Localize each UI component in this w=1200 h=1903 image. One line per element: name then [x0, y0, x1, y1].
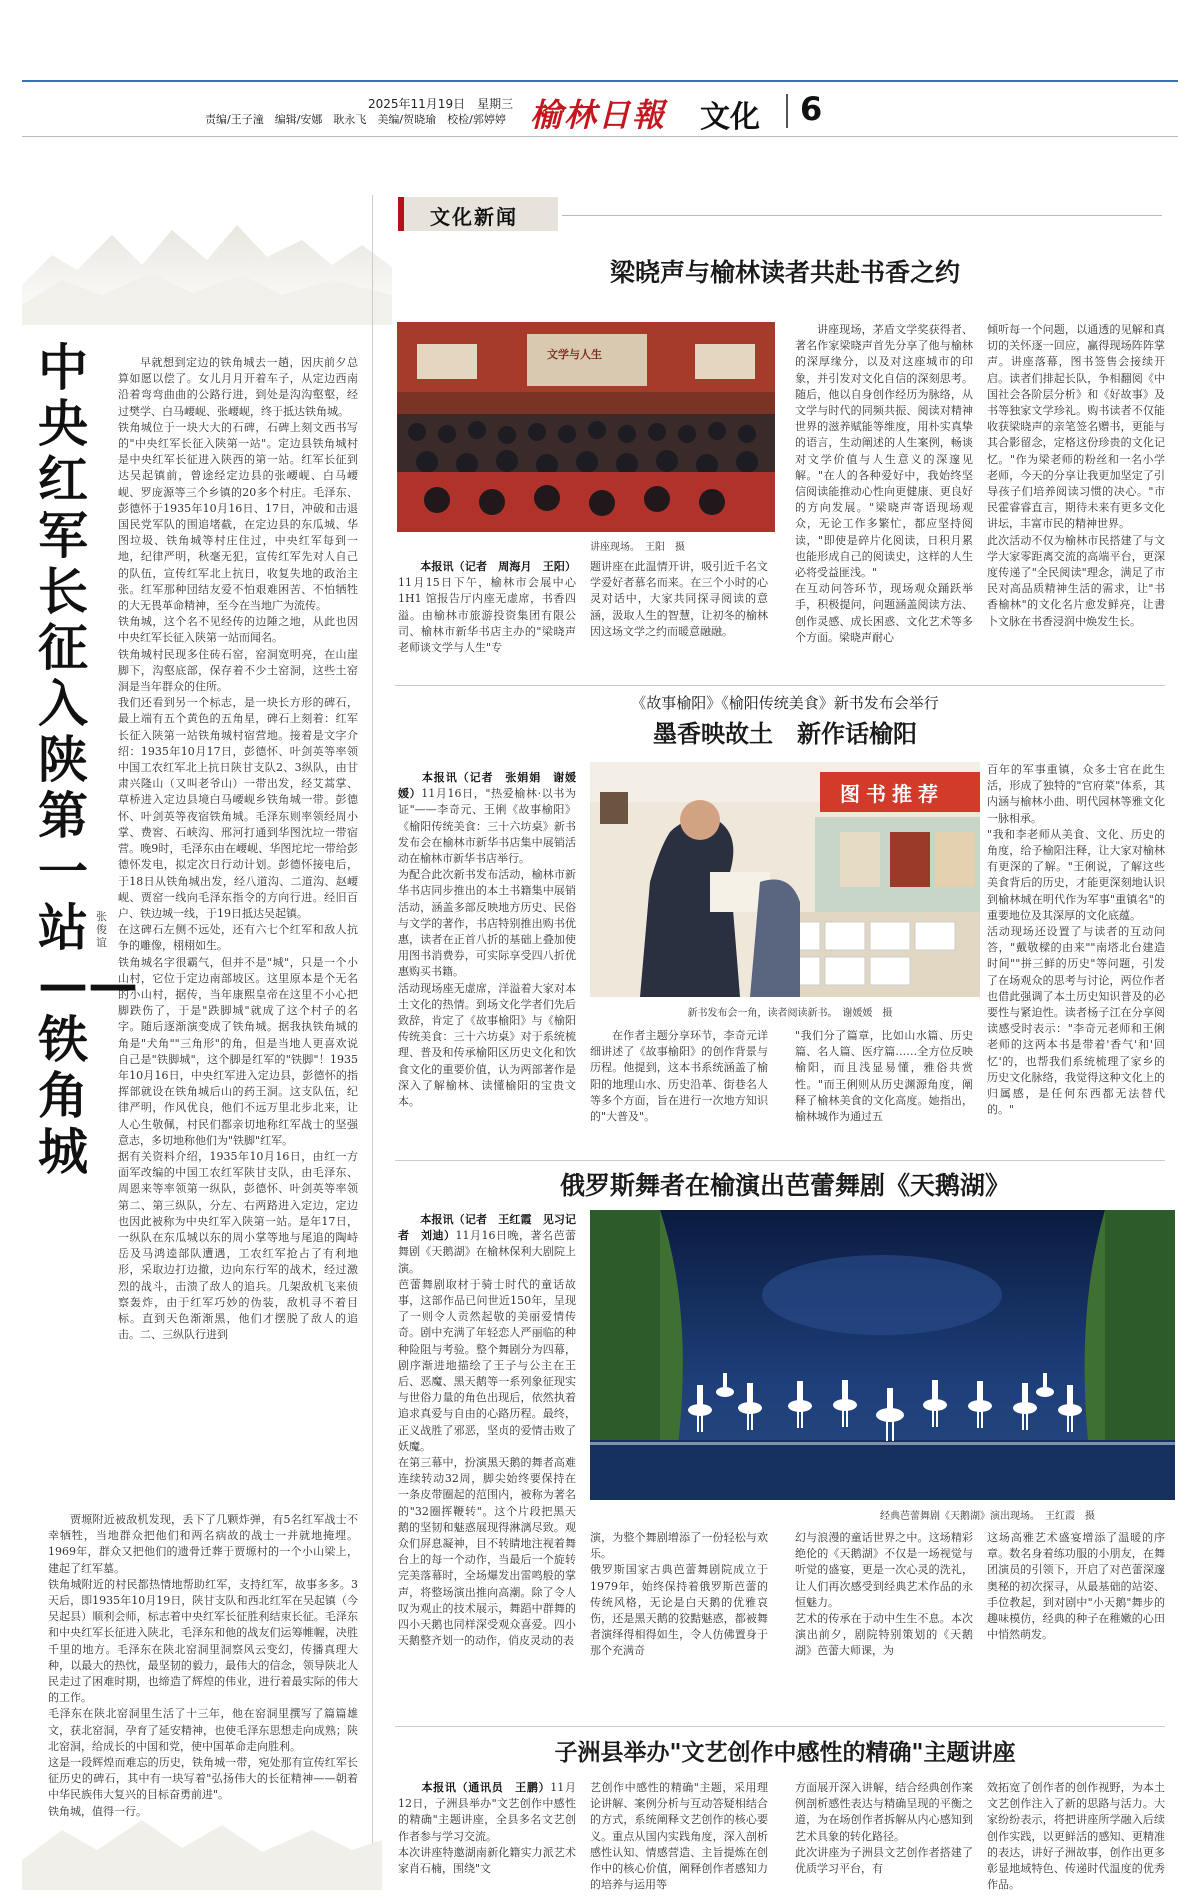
article1-photo-caption: 讲座现场。 王阳 摄	[590, 542, 685, 553]
article4-lead: 本报讯（通讯员 王鹏）	[421, 1781, 551, 1794]
header-divider	[786, 94, 788, 128]
article2-lead: 本报讯（记者 张娟娟 谢媛媛）	[398, 771, 577, 801]
article1-col2: 题讲座在此温情开讲，吸引近千名文学爱好者慕名而来。在三个小时的心灵对话中，大家共同探寻阅读的意涵，汲取人生的智慧，让初冬的榆林因这场文学之约而暖意融融。	[590, 560, 768, 638]
article1-col1-text: 11月15日下午，榆林市会展中心1H1 馆报告厅内座无虚席，书香四溢。由榆林市旅游投资集团有限公司、榆林市新华书店主办的"梁晓声老师谈文学与人生"专	[398, 576, 576, 655]
article2-kicker: 《故事榆阳》《榆阳传统美食》新书发布会举行	[631, 694, 939, 712]
article2-col4: 百年的军事重镇，众多士官在此生活，形成了独特的"官府菜"体系，其内涵与榆林小曲、明代园林等雅文化一脉相承。 "我和李老师从美食、文化、历史的角度，给予榆阳注释，让大家对榆林有更深的了解。"王俐说，了解这些美食背后的历史，才能更深刻地认识到榆林城在明代作为军事"重镇名"的重要地位及其深厚的文化底蕴。 活动现场还设置了与读者的互动问答，"戴敬樑的由来""南塔北台建造时间""拼三鲜的历史"等问题，引发了在场观众的思考与讨论，两位作者也借此强调了本土历史知识普及的必要性与紧迫性。读者杨子江在分享阅读感受时表示："李奇元老师和王俐老师的这两本书是带着'香气'和'回忆'的，也帮我们系统梳理了家乡的历史文化脉络，我觉得这种文化上的归属感，是任何东西都无法替代的。"	[987, 763, 1165, 1117]
header-staff: 责编/王子潼 编辑/安娜 耿永飞 美编/贺晓瑜 校检/郭婷婷	[205, 113, 506, 126]
article2-photo	[590, 762, 980, 997]
header-bottom-rule	[22, 136, 1178, 137]
article4-col2: 艺创作中感性的精确"主题，采用理论讲解、案例分析与互动答疑相结合的方式，系统阐释文艺创作的核心要义。重点从国内实践角度，深入剖析感性认知、情感营造、主旨提炼在创作中的核心价值，阐释创作者感知力的培养与运用等	[590, 1781, 768, 1892]
article1-col1	[398, 559, 576, 677]
article3-col3: 幻与浪漫的童话世界之中。这场精彩绝伦的《天鹅湖》不仅是一场视觉与听觉的盛宴，更是一次心灵的洗礼，让人们再次感受到经典艺术作品的永恒魅力。 艺术的传承在于动中生生不息。本次演出前夕，剧院特别策划的《天鹅湖》芭蕾大师课，为	[795, 1531, 973, 1658]
article1-divider	[395, 685, 1165, 686]
mountain-decoration	[22, 195, 392, 325]
article2-photo-caption: 新书发布会一角，读者阅读新书。 谢媛媛 摄	[687, 1008, 893, 1019]
feature-body-bottom: 贾塬附近被敌机发现，丢下了几颗炸弹，有5名红军战士不幸牺牲，当地群众把他们和两名病故的战士一并就地掩埋。1969年，群众又把他们的遗骨迁葬于贾塬村的一个小山梁上，建起了红军墓。 铁角城附近的村民都热情地帮助红军，支持红军，故事多多。3天后，即1935年10月19日，陕甘支队和西北红军在吴起镇（今吴起县）顺利会师，标志着中央红军长征胜利结束长征。毛泽东和中央红军长征进入陕北，毛泽东和他的战友们运筹帷幄，决胜千里的地方。毛泽东在陕北窑洞里洞察风云变幻，传播真理大种，以最大的热忱，最坚韧的毅力，最伟大的信念，领导陕北人民走过了困难时期，也缔造了辉煌的伟业，进行着最实际的伟大的工作。 毛泽东在陕北窑洞里生活了十三年，他在窑洞里撰写了篇篇雄文，获北窑洞，孕育了延安精神，也使毛泽东思想走向成熟；陕北窑洞，给成长的中国和党，使中国革命走向胜利。 这是一段辉煌而难忘的历史，铁角城一带，宛处那有宣传红军长征历史的碑石，其中有一块写着"弘扬伟大的长征精神——朝着中华民族伟大复兴的目标奋勇前进"。 铁角城，值得一行。	[48, 1513, 358, 1818]
article4-col1	[398, 1780, 576, 1880]
bottom-mountain-decoration	[22, 1800, 382, 1890]
article1-lead: 本报讯（记者 周海月 王阳）	[420, 560, 577, 573]
article2-photo-banner-text: 图书推荐	[840, 782, 944, 806]
article2-headline: 墨香映故土 新作话榆阳	[653, 719, 917, 748]
article3-col4: 这场高雅艺术盛宴增添了温暖的序章。数名身着练功服的小朋友，在舞团演员的引领下，开启了对芭蕾深邃奥秘的初次探寻，从最基础的站姿、手位教起，到对剧中"小天鹅"舞步的趣味模仿，经典的种子在稚嫩的心田中悄然萌发。	[987, 1531, 1165, 1642]
article1-photo-screen-text: 文学与人生	[547, 348, 602, 361]
article2-col1	[398, 770, 576, 1155]
article3-photo	[590, 1210, 1175, 1500]
article4-col1-text: 11月12日，子洲县举办"文艺创作中感性的精确"主题讲座，全县多名文艺创作者参与学习交流。 本次讲座特邀湖南新化籍实力派艺术家肖石楠，围绕"文	[398, 1781, 577, 1876]
article4-col3: 方面展开深入讲解，结合经典创作案例剖析感性表达与精确呈现的平衡之道，为在场创作者拆解从内心感知到艺术具象的转化路径。 此次讲座为子洲县文艺创作者搭建了优质学习平台，有	[795, 1781, 973, 1876]
article3-divider	[395, 1726, 1165, 1727]
article1-col4: 倾听每一个问题，以通透的见解和真切的关怀逐一回应，赢得现场阵阵掌声。讲座落幕，图书签售会接续开启。读者们排起长队，争相翻阅《中国社会各阶层分析》和《好故事》及书等独家文学珍礼。购书读者不仅能收获梁晓声的亲笔签名赠书，更能与其合影留念，定格这份珍贵的文化记忆。"作为梁老师的粉丝和一名小学老师，今天的分享让我更加坚定了引导孩子们培养阅读习惯的决心。"市民霍睿睿直言，期待未来有更多文化讲坛，丰富市民的精神世界。 此次活动不仅为榆林市民搭建了与文学大家零距离交流的高端平台，更深度传递了"全民阅读"理念，满足了市民对高品质精神生活的需求，让"书香榆林"的文化名片愈发鲜亮，让書卜文脉在书香浸润中焕发生长。	[987, 323, 1165, 628]
article3-col2: 演，为整个舞剧增添了一份轻松与欢乐。 俄罗斯国家古典芭蕾舞剧院成立于1979年，始终保持着俄罗斯芭蕾的传统风格，无论是白天鹅的优雅哀伤，还是黑天鹅的狡黠魅惑，都被舞者演绎得相得如生，令人仿佛置身于那个充满奇	[590, 1531, 768, 1658]
article4-headline: 子洲县举办"文艺创作中感性的精确"主题讲座	[554, 1739, 1016, 1766]
article1-headline: 梁晓声与榆林读者共赴书香之约	[609, 258, 960, 287]
page-number: 6	[800, 90, 823, 128]
article3-photo-caption: 经典芭蕾舞剧《天鹅湖》演出现场。 王红霞 摄	[880, 1511, 1095, 1522]
article2-col2: 在作者主题分享环节，李奇元详细讲述了《故事榆阳》的创作背景与历程。他提到，这本书系统涵盖了榆阳的地理山水、历史沿革、街巷名人等多个方面，旨在进行一次地方知识的"大普及"。	[590, 1029, 768, 1124]
feature-author: 张俊谊	[96, 910, 107, 949]
article2-col3: "我们分了篇章，比如山水篇、历史篇、名人篇、医疗篇……全方位反映榆阳，而且浅显易懂，雅俗共赏性。"而王俐则从历史渊源角度，阐释了榆林美食的文化高度。她指出，榆林城作为通过五	[795, 1029, 973, 1124]
article3-headline: 俄罗斯舞者在榆演出芭蕾舞剧《天鹅湖》	[559, 1171, 1010, 1200]
news-section-label: 文化新闻	[430, 205, 518, 229]
top-rule	[22, 80, 1178, 82]
article3-lead: 本报讯（记者 王红霞 见习记者 刘迪）	[398, 1213, 577, 1243]
feature-title: 中央红军长征入陕第一站——铁角城	[38, 338, 138, 1181]
section-name: 文化	[700, 100, 760, 135]
article3-col1	[398, 1212, 576, 1722]
header-date: 2025年11月19日 星期三	[368, 97, 514, 111]
news-section-rule	[562, 215, 1162, 216]
article1-photo	[397, 322, 775, 532]
column-divider	[372, 195, 373, 1855]
article2-col1-text: 11月16日，"热爱榆林·以书为证"——李奇元、王俐《故事榆阳》《榆阳传统美食：三十六坊桌》新书发布会在榆林市新华书店集中展销活动在榆林市新华书店举行。 为配合此次新书发布活动，榆林市新华书店同步推出的本土书籍集中展销活动，涵盖多部反映地方历史、民俗与文学的著作，书店特别推出购书优惠，读者在正首八折的基础上叠加使用图书消费券，可实际享受四八折优惠购买书籍。 活动现场座无虚席，洋溢着大家对本土文化的热情。到场文化学者们先后致辞，肯定了《故事榆阳》与《榆阳传统美食：三十六坊桌》对于系统梳理、普及和传承榆阳区历史文化和饮食文化的重要价值，认为两部著作是深入了解榆林、读懂榆阳的宝贵文本。	[398, 787, 576, 1109]
article4-col4: 效拓宽了创作者的创作视野，为本土文艺创作注入了新的思路与活力。大家纷纷表示，将把讲座所学融入后续创作实践，以更鲜活的感知、更精准的表达，讲好子洲故事，创作出更多彰显地域特色、传递时代温度的优秀作品。	[987, 1781, 1165, 1892]
article2-divider	[395, 1160, 1165, 1161]
article1-col3: 讲座现场，茅盾文学奖获得者、著名作家梁晓声首先分享了他与榆林的深厚缘分，以及对这座城市的印象，并引发对文化自信的深刻思考。随后，他以自身创作经历为脉络，从文学与时代的同频共振、阅读对精神世界的滋养赋能等维度，用朴实真挚的语言，生动阐述的人生案例，畅谈对文学价值与人生意义的深邃见解。"在人的各种爱好中，我始终坚信阅读能推动心性向更健康、更良好的方向发展。"梁晓声寄语现场观众，无论工作多繁忙，都应坚持阅读，"即使是碎片化阅读，日积月累也能形成自己的阅读史，这样的人生必将受益匪浅。" 在互动问答环节，现场观众踊跃举手，积极提问，问题涵盖阅读方法、创作灵感、成长困惑、文化艺术等多个方面。梁晓声耐心	[795, 323, 973, 644]
feature-body: 早就想到定边的铁角城去一趟，因庆前夕总算如愿以偿了。女儿月月开着车子，从定边西南沿着弯弯曲曲的公路行进，到处是沟沟壑壑，经过樊学、白马崾岘、张崾岘，终于抵达铁角城。 铁角城位于一块大大的石碑，石碑上刻文西书写的"中央红军长征入陕第一站"。定边县铁角城村是中央红军长征进入陕西的第一站。红军长征到达吴起镇前，曾途经定边县的张崾岘、白马崾岘、罗庞源等三个乡镇的20多个村庄。毛泽东、彭德怀于1935年10月16日、17日，冲破和击退国民党军队的围追堵截，在定边县的东瓜城、华图垃圾、铁角城等村庄住过，中央红军每到一地，纪律严明，秋毫无犯，宣传红军先对人自己的队伍，宣传红军北上抗日，收复失地的政治主张。红军那种団结友爱不怕艰难困苦、不怕牺牲的大无畏革命精神，至今在当地广为流传。 铁角城，这个名不见经传的边陲之地，从此也因中央红军长征入陕第一站而闻名。 铁角城村民现多住砖石窑，窑洞宽明亮，在山崖脚下，沟壑底部，保存着不少土窑洞，这些土窑洞是当年群众的住所。 我们还看到另一个标志，是一块长方形的碑石，最上端有五个黄色的五角星，碑石上刻着：红军长征入陕第一站铁角城村宿营地。接着是文字介绍：1935年10月17日，彭德怀、叶剑英等率领中国工农红军北上抗日陕甘支队2、3纵队，由甘肃兴隆山（又叫老爷山）一带出发，经艾蒿掌、草桥进入定边县境白马崾岘乡铁角城一带。彭德怀、叶剑英等夜宿铁角城。毛泽东则率领经周小掌、费窖、石峡沟、邢河打通到华图沈垃一带宿营。晚9时，毛泽东由在崾岘、华图坨坨一带给彭德怀发电，拟定次日行动计划。彭德怀接电后，于18日从铁角城出发，经八道沟、二道沟、赵崾岘、贾窑一线向毛泽东指令的方向行进。经旧百户、铁边城一线，于19日抵达吴起镇。 在这碑石左侧不远处，还有六七个红军和敌人抗争的雕像，栩栩如生。 铁角城名字很霸气，但并不是"城"，只是一个小山村，它位于定边南部坡区。这里原本是个无名的小山村，据传，当年康熙皇帝在这里不小心把脚跌伤了，于是"跌脚城"就成了这个村子的名字。随后逐渐演变成了铁角城。据我执铁角城的角是"犬角""三角形"的角，但是当地人更喜欢说自己是"铁脚城"，这个脚是红军的"铁脚"！1935年10月16日，中央红军进入定边县，彭德怀的指挥部就设在铁角城后山的药王洞。这支队伍，纪律严明，作风优良，他们不远万里北步北来，让人心生敬佩，村民们都亲切地称红军战士的坚强意志，多切地称他们为"铁脚"红军。 据有关资料介绍，1935年10月16日，由红一方面军改编的中国工农红军陕甘支队，由毛泽东、周恩来等率领第一纵队，彭德怀、叶剑英等率领第二、第三纵队，分左、右两路进入定边，定边也因此被称为中央红军入陕第一站。是年17日，一纵队在东瓜城以东的周小掌等地与尾追的陶峙岳及马鸿逵部队遭遇，工农红军抢占了有利地形，采取边打边撤，边向东行军的战术，经过激烈的战斗，击溃了敌人的追兵。几架敌机飞来侦察轰炸，由于红军巧妙的伪装，敌机寻不着目标。直到天色渐渐黑，他们才摆脱了敌人的追击。二、三纵队行进到	[118, 356, 358, 1342]
article3-col1-text: 11月16日晚，著名芭蕾舞剧《天鹅湖》在榆林保利大剧院上演。 芭蕾舞剧取材于骑士时代的童话故事，这部作品已问世近150年，呈现了一则令人贡然起敬的美丽爱情传奇。剧中充满了年轻恋人严丽临的种种险阻与考验。整个舞剧分为四幕，剧序渐进地描绘了王子与公主在王后、恶魔、黑天鹅等一系列象征现实与世俗力量的角色出现后，依然执着追求真爱与自由的心路历程。最终，正义战胜了邪恶，坚贞的爱情击败了妖魔。 在第三幕中，扮演黑天鹅的舞者高难连续转动32周，脚尖始终要保持在一条皮带圈起的范围内，被称为著名的"32圈挥鞭转"。这个片段把黑天鹅的坚韧和魅惑展现得淋漓尽致。观众们屏息凝神，目不转睛地注视着舞台上的每一个动作，当最后一个旋转完美落幕时，全场爆发出雷鸣般的掌声，将整场演出推向高潮。除了令人叹为观止的技术展示，舞蹈中群舞的四小天鹅也同样深受观众喜爱。四小天鹅整齐划一的动作，俏皮灵动的表	[398, 1229, 576, 1648]
masthead-logo: 榆林日報	[530, 96, 667, 134]
